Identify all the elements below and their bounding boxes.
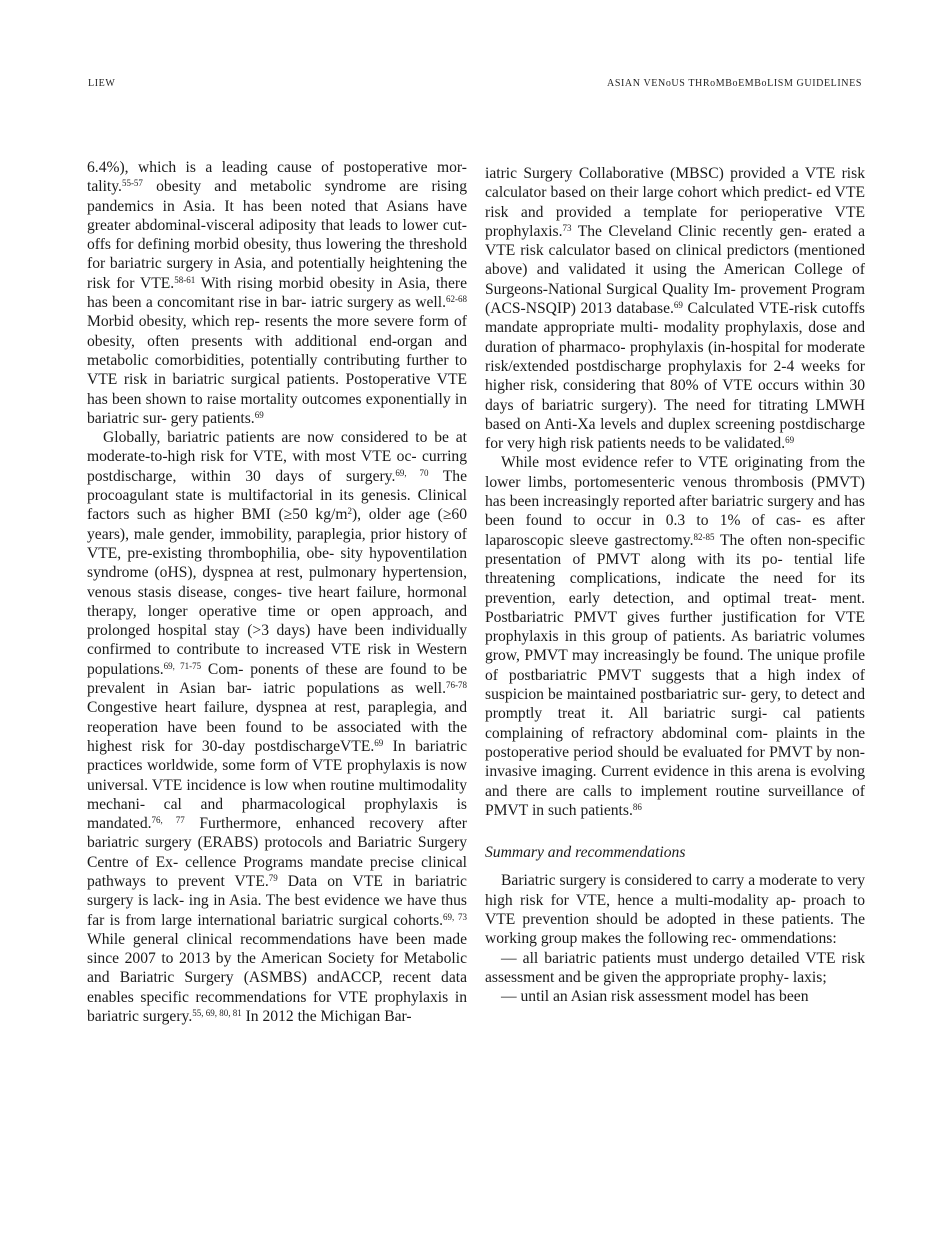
right-column xyxy=(485,164,865,1006)
running-header-title: ASIAN VENoUS THRoMBoEMBoLISM GUIDELINES xyxy=(607,78,862,89)
citation: 69 xyxy=(785,435,795,446)
citation: 69, 73 xyxy=(443,911,468,922)
paragraph: Bariatric surgery is considered to carry a moderate to very high risk for VTE, hence a multi-modality ap- proach to VTE prevention should be adopted in these patients. The working group makes the following rec- ommendations: xyxy=(485,872,865,948)
citation: 73 xyxy=(562,222,572,233)
paragraph: iatric Surgery Collaborative (MBSC) provided a VTE risk calculator based on their large cohort which predict- ed VTE risk and provided a template for perioperative VTE prophylaxis.$^{73}$ The Cleveland Clinic recently gen- erated a VTE risk calculator based on clinical predictors (mentioned above) and validated it using the American College of Surgeons-National Surgical Quality Im- provement Program (ACS-NSQIP) 2013 database.$^{69}$ Calculated VTE-risk cutoffs mandate appropriate multi- modality prophylaxis, dose and duration of pharmaco- prophylaxis (in-hospital for moderate risk/extended postdischarge prophylaxis for 2-4 weeks for higher risk, considering that 80% of VTE occurs within 30 days of bariatric surgery). The need for titrating LMWH based on Anti-Xa levels and duplex screening postdischarge for very high risk patients needs to be validated.$^{69}$ xyxy=(485,165,865,453)
citation: 76, 77 xyxy=(151,815,185,826)
citation: 69, 71-75 xyxy=(163,660,202,671)
citation: 55, 69, 80, 81 xyxy=(192,1008,242,1019)
citation: 69 xyxy=(374,737,384,748)
paragraph: 6.4%), which is a leading cause of postoperative mor- tality.$^{55-57}$ obesity and metabolic syndrome are rising pandemics in Asia. It has been noted that Asians have greater abdominal-visceral adiposity that leads to lower cut-offs for defining morbid obesity, thus lowering the threshold for bariatric surgery in Asia, and potentially heightening the risk for VTE.$^{58-61}$ With rising morbid obesity in Asia, there has been a concomitant rise in bar- iatric surgery as well.$^{62-68}$ Morbid obesity, which rep- resents the more severe form of obesity, often presents with additional end-organ and metabolic comorbidities, potentially contributing further to VTE risk in bariatric surgical patients. Postoperative VTE has been shown to raise mortality outcomes exponentially in bariatric sur- gery patients.$^{69}$ xyxy=(87,159,467,427)
citation: 69 xyxy=(673,300,683,311)
citation: 82-85 xyxy=(693,531,715,542)
citation: 62-68 xyxy=(446,294,467,305)
citation: 76-78 xyxy=(446,680,467,691)
citation: 86 xyxy=(632,801,642,812)
paragraph: While most evidence refer to VTE originating from the lower limbs, portomesenteric venous thrombosis (PMVT) has been increasingly reported after bariatric surgery and has been found to occur in 0.3 to 1% of cas- es after laparoscopic sleeve gastrectomy.$^{82-85}$ The often non-specific presentation of PMVT along with its po- tential life threatening complications, indicate the need for its prevention, early detection, and optimal treat- ment. Postbariatric PMVT gives further justification for VTE prophylaxis in this group of patients. As bariatric volumes grow, PMVT may increasingly be found. The unique profile of postbariatric PMVT suggests that a high index of suspicion be maintained postbariatric sur- gery, to detect and promptly treat it. All bariatric surgi- cal patients complaining of refractory abdominal com- plaints in the postoperative period should be evaluated for PMVT by non-invasive imaging. Current evidence in this arena is evolving and there are calls to implement routine surveillance of PMVT in such patients.$^{86}$ xyxy=(485,454,865,819)
superscript: 2 xyxy=(347,506,352,517)
citation: 69 xyxy=(254,409,264,420)
running-header-author: LIEW xyxy=(88,78,116,89)
left-column xyxy=(87,158,467,1026)
list-item: — until an Asian risk assessment model has been xyxy=(501,988,809,1006)
paragraph: Globally, bariatric patients are now considered to be at moderate-to-high risk for VTE, with most VTE oc- curring postdischarge, within 30 days of surgery.$^{69, 70}$ The procoagulant state is multifactorial in its genesis. Clinical factors such as higher BMI (≥50 $kg/m^2$), older age (≥60 years), male gender, immobility, paraplegia, prior history of VTE, pre-existing thrombophilia, obe- sity hypoventilation syndrome (oHS), dyspnea at rest, pulmonary hypertension, venous stasis disease, conges- tive heart failure, hormonal therapy, longer operative time or open approach, and prolonged hospital stay (>3 days) have been individually confirmed to contribute to increased VTE risk in Western populations.$^{69, 71-75}$ Com- ponents of these are found to be prevalent in Asian bar- iatric populations as well.$^{76-78}$ Congestive heart failure, dyspnea at rest, paraplegia, and reoperation have been found to be associated with the highest risk for 30-day postdischargeVTE.$^{69}$ In bariatric practices worldwide, some form of VTE prophylaxis is now universal. VTE incidence is low when routine multimodality mechani- cal and pharmacological prophylaxis is mandated.$^{76, 77}$ Furthermore, enhanced recovery after bariatric surgery (ERABS) protocols and Bariatric Surgery Centre of Ex- cellence Programs mandate precise clinical pathways to prevent VTE.$^{79}$ Data on VTE in bariatric surgery is lack- ing in Asia. The best evidence we have thus far is from large international bariatric surgical cohorts.$^{69, 73}$ While general clinical recommendations have been made since 2007 to 2013 by the American Society for Metabolic and Bariatric Surgery (ASMBS) andACCP, recent data enables specific recommendations for VTE prophylaxis in bariatric surgery.$^{55, 69, 80, 81}$ In 2012 the Michigan Bar- xyxy=(87,429,468,1026)
citation: 55-57 xyxy=(121,178,143,189)
citation: 69, 70 xyxy=(395,467,429,478)
section-heading: Summary and recommendations xyxy=(485,844,686,862)
list-item: — all bariatric patients must undergo detailed VTE risk assessment and be given the appropriate prophy- laxis; xyxy=(485,949,865,986)
citation: 79 xyxy=(268,872,278,883)
citation: 58-61 xyxy=(174,274,196,285)
